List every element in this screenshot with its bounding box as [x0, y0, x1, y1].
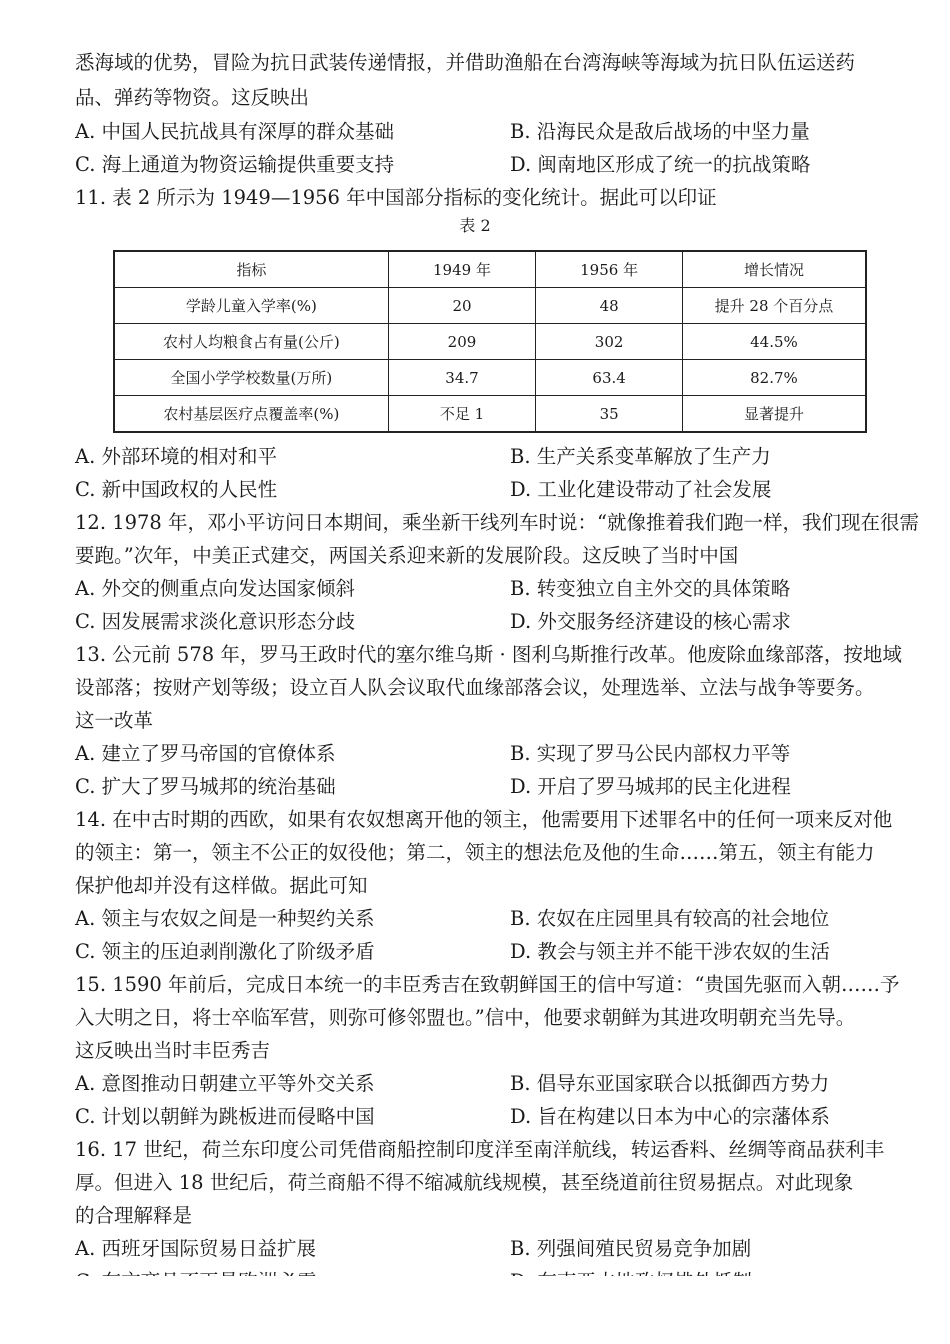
table-row — [114, 360, 866, 396]
q15-option-d[interactable]: D. 旨在构建以日本为中心的宗藩体系 — [510, 1105, 830, 1128]
q10-stem-line-1: 悉海域的优势，冒险为抗日武装传递情报，并借助渔船在台湾海峡等海域为抗日队伍运送药 — [75, 51, 856, 74]
table-cell: 显著提升 — [682, 396, 866, 433]
q15-option-a[interactable]: A. 意图推动日朝建立平等外交关系 — [75, 1072, 375, 1095]
q14-stem-line-3: 保护他却并没有这样做。据此可知 — [75, 874, 368, 897]
table-row — [114, 396, 866, 433]
q10-option-b[interactable]: B. 沿海民众是敌后战场的中坚力量 — [510, 120, 810, 143]
table-cell: 农村基层医疗点覆盖率(%) — [114, 396, 388, 433]
q14-stem-line-1: 14. 在中古时期的西欧，如果有农奴想离开他的领主，他需要用下述罪名中的任何一项来反对他 — [75, 808, 893, 831]
q13-option-b[interactable]: B. 实现了罗马公民内部权力平等 — [510, 742, 791, 765]
q10-stem-line-2: 品、弹药等物资。这反映出 — [75, 86, 310, 109]
q12-stem-line-2: 要跑。”次年，中美正式建交，两国关系迎来新的发展阶段。这反映了当时中国 — [75, 544, 739, 567]
table-cell: 35 — [536, 396, 683, 433]
table-caption: 表 2 — [459, 216, 491, 235]
q14-option-b[interactable]: B. 农奴在庄园里具有较高的社会地位 — [510, 907, 830, 930]
q12-option-b[interactable]: B. 转变独立自主外交的具体策略 — [510, 577, 791, 600]
q14-stem-line-2: 的领主：第一，领主不公正的奴役他；第二，领主的想法危及他的生命……第五，领主有能力 — [75, 841, 875, 864]
table-header-cell: 增长情况 — [682, 251, 866, 288]
table-cell: 63.4 — [536, 360, 683, 396]
q12-stem-line-1: 12. 1978 年，邓小平访问日本期间，乘坐新干线列车时说：“就像推着我们跑一样，我们现在很需 — [75, 511, 920, 534]
table-cell: 209 — [388, 324, 536, 360]
q11-stem-line-1: 11. 表 2 所示为 1949—1956 年中国部分指标的变化统计。据此可以印证 — [75, 186, 717, 209]
table-header-row — [114, 251, 866, 288]
page-cutoff-mask — [0, 1276, 950, 1344]
q10-option-c[interactable]: C. 海上通道为物资运输提供重要支持 — [75, 153, 395, 176]
table-cell: 20 — [388, 288, 536, 324]
statistics-table — [113, 250, 867, 433]
table-cell: 34.7 — [388, 360, 536, 396]
q14-option-d[interactable]: D. 教会与领主并不能干涉农奴的生活 — [510, 940, 830, 963]
q13-stem-line-1: 13. 公元前 578 年，罗马王政时代的塞尔维乌斯 · 图利乌斯推行改革。他废除血缘部落，按地域 — [75, 643, 902, 666]
q16-stem-line-1: 16. 17 世纪，荷兰东印度公司凭借商船控制印度洋至南洋航线，转运香料、丝绸等商品获利丰 — [75, 1138, 885, 1161]
q15-option-b[interactable]: B. 倡导东亚国家联合以抵御西方势力 — [510, 1072, 830, 1095]
q10-option-a[interactable]: A. 中国人民抗战具有深厚的群众基础 — [75, 120, 394, 143]
q13-stem-line-3: 这一改革 — [75, 709, 154, 732]
table-cell: 82.7% — [682, 360, 866, 396]
q15-stem-line-2: 入大明之日，将士卒临军营，则弥可修邻盟也。”信中，他要求朝鲜为其进攻明朝充当先导。 — [75, 1006, 856, 1029]
table-header-cell: 1956 年 — [536, 251, 683, 288]
q14-option-a[interactable]: A. 领主与农奴之间是一种契约关系 — [75, 907, 375, 930]
q13-stem-line-2: 设部落；按财产划等级；设立百人队会议取代血缘部落会议，处理选举、立法与战争等要务。 — [75, 676, 875, 699]
table-cell: 学龄儿童入学率(%) — [114, 288, 388, 324]
q11-option-d[interactable]: D. 工业化建设带动了社会发展 — [510, 478, 772, 501]
q12-option-d[interactable]: D. 外交服务经济建设的核心需求 — [510, 610, 791, 633]
q13-option-a[interactable]: A. 建立了罗马帝国的官僚体系 — [75, 742, 336, 765]
q16-stem-line-2: 厚。但进入 18 世纪后，荷兰商船不得不缩减航线规模，甚至绕道前往贸易据点。对此现象 — [75, 1171, 854, 1194]
q11-option-c[interactable]: C. 新中国政权的人民性 — [75, 478, 278, 501]
q14-option-c[interactable]: C. 领主的压迫剥削激化了阶级矛盾 — [75, 940, 375, 963]
table-cell: 全国小学学校数量(万所) — [114, 360, 388, 396]
q13-option-d[interactable]: D. 开启了罗马城邦的民主化进程 — [510, 775, 791, 798]
q16-option-b[interactable]: B. 列强间殖民贸易竞争加剧 — [510, 1237, 752, 1260]
table-row — [114, 288, 866, 324]
table-cell: 48 — [536, 288, 683, 324]
q12-option-c[interactable]: C. 因发展需求淡化意识形态分歧 — [75, 610, 356, 633]
q11-option-a[interactable]: A. 外部环境的相对和平 — [75, 445, 277, 468]
q11-option-b[interactable]: B. 生产关系变革解放了生产力 — [510, 445, 771, 468]
q15-option-c[interactable]: C. 计划以朝鲜为跳板进而侵略中国 — [75, 1105, 375, 1128]
table-cell: 农村人均粮食占有量(公斤) — [114, 324, 388, 360]
table-header-cell: 1949 年 — [388, 251, 536, 288]
table-cell: 提升 28 个百分点 — [682, 288, 866, 324]
q16-stem-line-3: 的合理解释是 — [75, 1204, 193, 1227]
table-cell: 不足 1 — [388, 396, 536, 433]
q16-option-a[interactable]: A. 西班牙国际贸易日益扩展 — [75, 1237, 316, 1260]
q15-stem-line-3: 这反映出当时丰臣秀吉 — [75, 1039, 271, 1062]
table-row — [114, 324, 866, 360]
q13-option-c[interactable]: C. 扩大了罗马城邦的统治基础 — [75, 775, 336, 798]
table-cell: 44.5% — [682, 324, 866, 360]
table-header-cell: 指标 — [114, 251, 388, 288]
q10-option-d[interactable]: D. 闽南地区形成了统一的抗战策略 — [510, 153, 811, 176]
table-cell: 302 — [536, 324, 683, 360]
q15-stem-line-1: 15. 1590 年前后，完成日本统一的丰臣秀吉在致朝鲜国王的信中写道：“贵国先驱而入朝……予 — [75, 973, 900, 996]
q12-option-a[interactable]: A. 外交的侧重点向发达国家倾斜 — [75, 577, 355, 600]
